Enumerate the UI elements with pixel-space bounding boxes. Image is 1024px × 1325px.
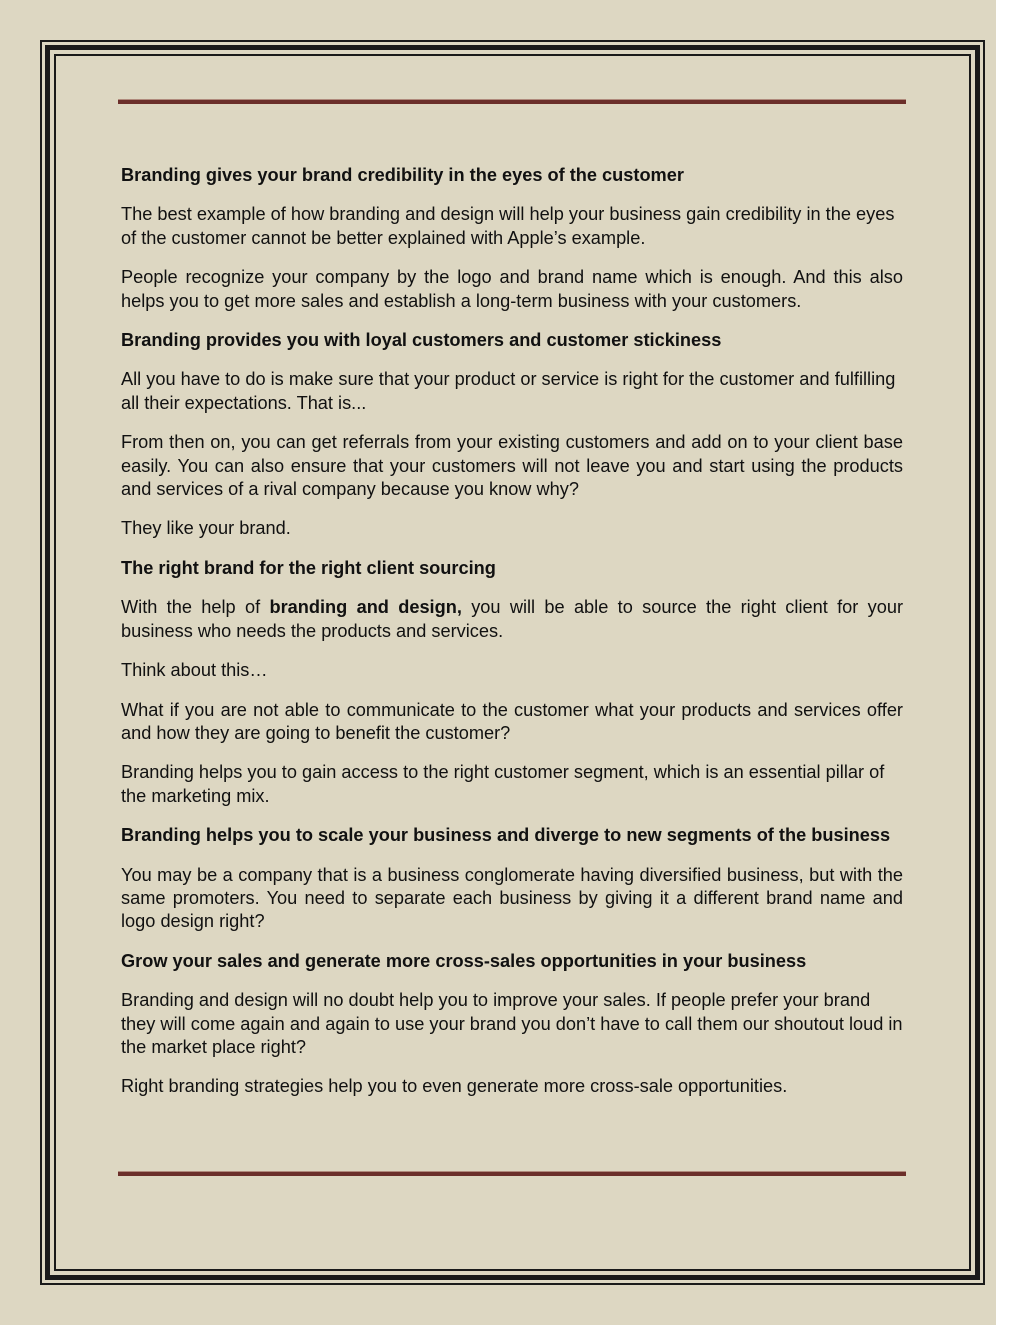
paragraph: Branding and design will no doubt help you to improve your sales. If people prefer your brand they will come again and again to use your brand you don’t have to call them our shoutout loud in the market place right? [121, 990, 903, 1057]
section-heading-loyal-customers: Branding provides you with loyal customers and customer stickiness [121, 330, 722, 351]
paragraph: What if you are not able to communicate to the customer what your products and services offer and how they are going to benefit the customer? [121, 699, 903, 743]
bold-phrase: branding and design, [269, 597, 462, 618]
bottom-divider-rule [118, 1171, 906, 1176]
paragraph: Think about this… [121, 660, 268, 681]
section-heading-credibility: Branding gives your brand credibility in the eyes of the customer [121, 165, 684, 185]
paragraph: You may be a company that is a business conglomerate having diversified business, but with the same promoters. You need to separate each business by giving it a different brand name and logo design right? [121, 864, 903, 932]
paragraph-mixed [121, 596, 903, 643]
section-heading-client-sourcing: The right brand for the right client sourcing [121, 557, 496, 578]
article-body [121, 164, 903, 1115]
paragraph: They like your brand. [121, 518, 291, 539]
paragraph: People recognize your company by the logo and brand name which is enough. And this also helps you to get more sales and establish a long-term business with your customers. [121, 267, 903, 311]
paragraph: Right branding strategies help you to even generate more cross-sale opportunities. [121, 1076, 788, 1097]
paragraph: Branding helps you to gain access to the right customer segment, which is an essential pillar of the marketing mix. [121, 762, 885, 806]
paragraph-text: With the help of [121, 597, 270, 618]
section-heading-grow-sales: Grow your sales and generate more cross-sales opportunities in your business [121, 950, 807, 971]
section-heading-scale-business: Branding helps you to scale your business and diverge to new segments of the business [121, 825, 891, 846]
paragraph: From then on, you can get referrals from your existing customers and add on to your client base easily. You can also ensure that your customers will not leave you and start using the products and services of a rival company because you know why? [121, 432, 903, 500]
paragraph: All you have to do is make sure that your product or service is right for the customer and fulfilling all their expectations. That is... [121, 369, 896, 413]
paragraph-text: you will be able to source the right client for your business who needs the products and services. [121, 597, 903, 641]
paragraph: The best example of how branding and design will help your business gain credibility in the eyes of the customer cannot be better explained with Apple’s example. [121, 204, 895, 248]
top-divider-rule [118, 99, 906, 104]
